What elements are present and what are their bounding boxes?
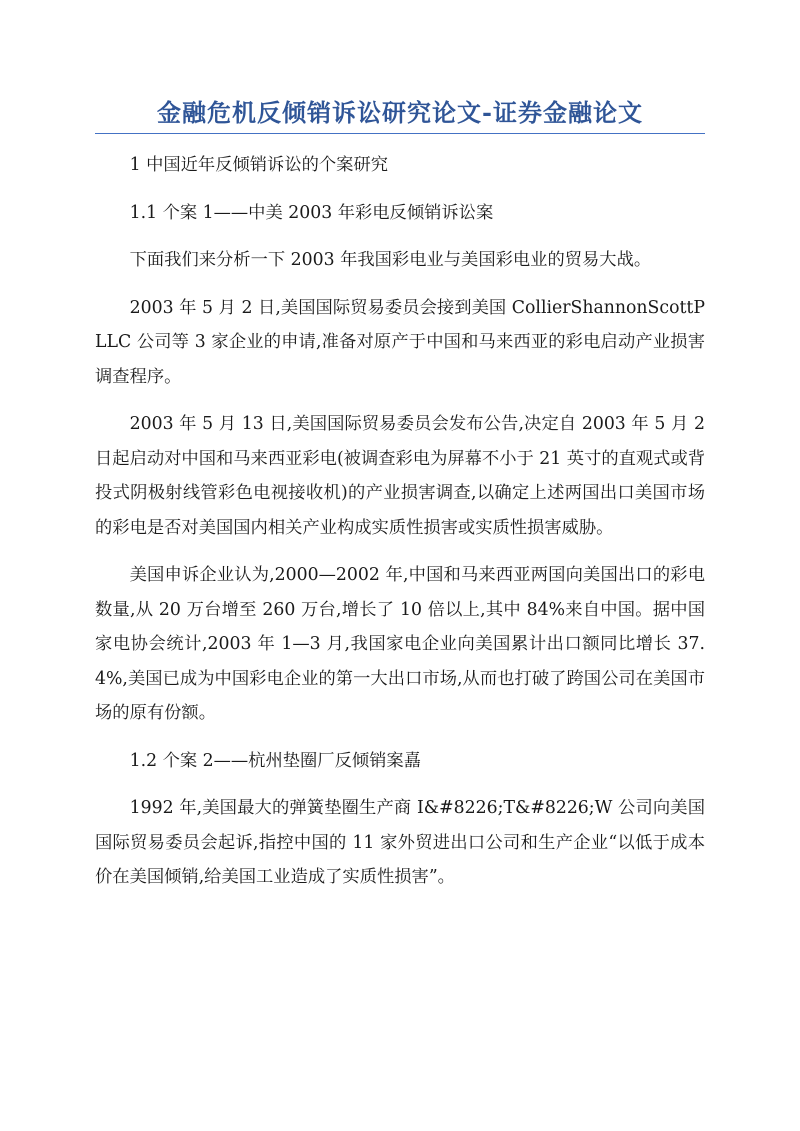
body-paragraph: 2003 年 5 月 2 日,美国国际贸易委员会接到美国 CollierShannonScottPLLC 公司等 3 家企业的申请,准备对原产于中国和马来西亚的彩电启动产业损害调查程序。 (95, 297, 705, 387)
section-heading: 1 中国近年反倾销诉讼的个案研究 (129, 155, 389, 175)
document-title: 金融危机反倾销诉讼研究论文-证券金融论文 (157, 98, 643, 127)
document-body (95, 148, 705, 908)
body-paragraph: 下面我们来分析一下 2003 年我国彩电业与美国彩电业的贸易大战。 (129, 250, 652, 270)
subsection-heading: 1.1 个案 1——中美 2003 年彩电反倾销诉讼案 (129, 202, 494, 223)
body-paragraph: 1992 年,美国最大的弹簧垫圈生产商 I&#8226;T&#8226;W 公司向美国国际贸易委员会起诉,指控中国的 11 家外贸进出口公司和生产企业“以低于成本价在美国倾销,给美国工业造成了实质性损害”。 (95, 798, 705, 887)
body-paragraph: 2003 年 5 月 13 日,美国国际贸易委员会发布公告,决定自 2003 年 5 月 2 日起启动对中国和马来西亚彩电(被调查彩电为屏幕不小于 21 英寸的直观式或背投式阴极射线管彩色电视接收机)的产业损害调查,以确定上述两国出口美国市场的彩电是否对美国国内相关产业构成实质性损害或实质性损害威胁。 (95, 414, 706, 538)
body-paragraph: 美国申诉企业认为,2000—2002 年,中国和马来西亚两国向美国出口的彩电数量,从 20 万台增至 260 万台,增长了 10 倍以上,其中 84%来自中国。据中国家电协会统计,2003 年 1—3 月,我国家电企业向美国累计出口额同比增长 37.4%,美国已成为中国彩电企业的第一大出口市场,从而也打破了跨国公司在美国市场的原有份额。 (95, 565, 705, 723)
subsection-heading: 1.2 个案 2——杭州垫圈厂反倾销案嚞 (129, 750, 421, 771)
title-underline (95, 133, 705, 134)
